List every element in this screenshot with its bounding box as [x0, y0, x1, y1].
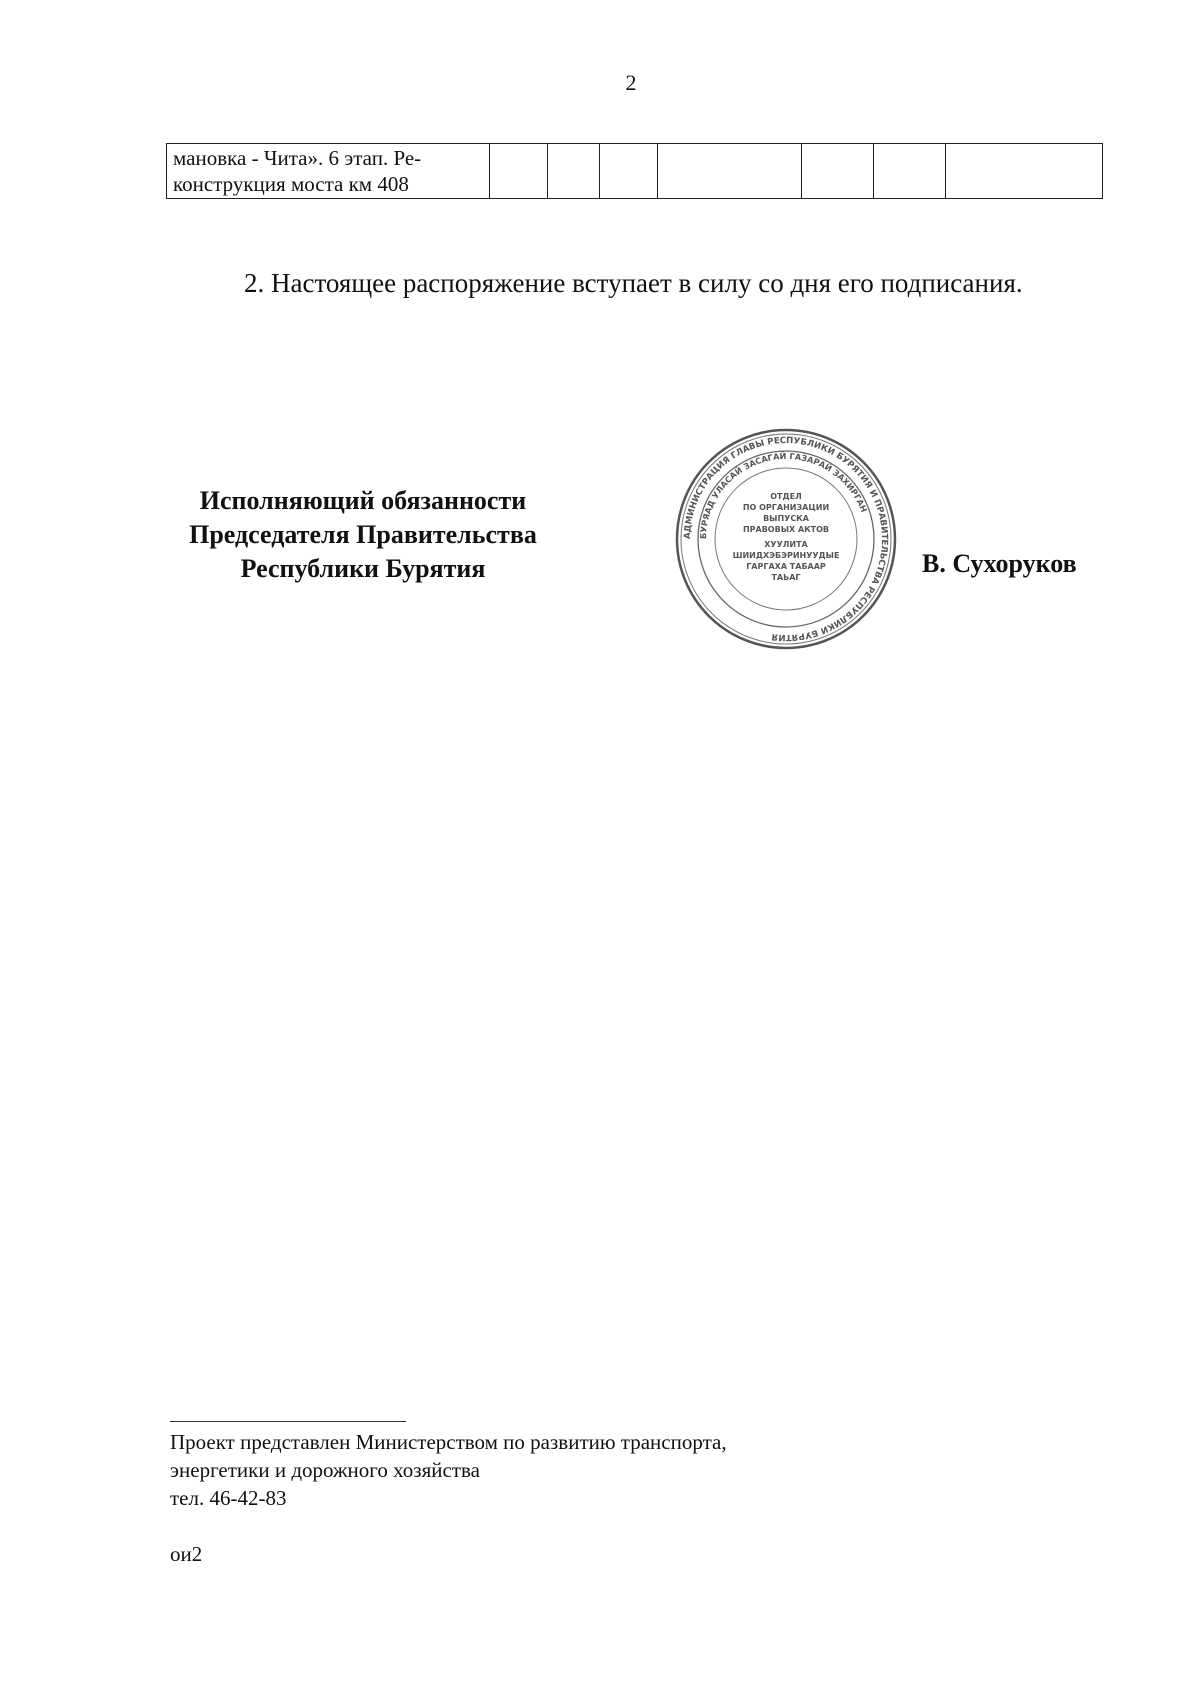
table-cell-empty [658, 144, 802, 199]
table-cell-line: мановка - Чита». 6 этап. Ре- [173, 146, 422, 170]
table-row [167, 144, 1103, 199]
page-number: 2 [625, 70, 637, 95]
signer-name: В. Сухоруков [922, 549, 1077, 578]
official-seal-stamp [674, 427, 898, 651]
table-cell-empty [946, 144, 1103, 199]
seal-center-line: ОТДЕЛ [770, 492, 802, 501]
seal-center-line: ПО ОРГАНИЗАЦИИ [742, 503, 830, 512]
table-cell-empty [548, 144, 600, 199]
svg-text:АДМИНИСТРАЦИЯ ГЛАВЫ РЕСПУБЛИКИ [683, 436, 889, 642]
footnote [170, 1428, 727, 1512]
table-cell-empty [600, 144, 658, 199]
seal-outer-ring-text: АДМИНИСТРАЦИЯ ГЛАВЫ РЕСПУБЛИКИ БУРЯТИЯ И ПРАВИТЕЛЬСТВА РЕСПУБЛИКИ БУРЯТИЯ [682, 435, 890, 643]
seal-center-line: ПРАВОВЫХ АКТОВ [742, 525, 830, 534]
signatory-line: Исполняющий обязанности [199, 486, 527, 515]
seal-center-line: ШИИДХЭБЭРИНУУДЫЕ [732, 551, 840, 560]
table-cell-empty [802, 144, 874, 199]
table-cell-empty [490, 144, 548, 199]
document-code: ои2 [170, 1542, 203, 1566]
table-cell-line: конструкция моста км 408 [173, 172, 409, 196]
table-cell-description [167, 144, 490, 199]
footnote-line: энергетики и дорожного хозяйства [170, 1458, 480, 1482]
seal-center-line: ХУУЛИТА [764, 540, 808, 549]
footnote-divider [170, 1421, 406, 1422]
continued-table [166, 143, 1103, 199]
table-cell-empty [874, 144, 946, 199]
signatory-line: Председателя Правительства [189, 520, 537, 549]
seal-center-line: ВЫПУСКА [763, 514, 809, 523]
seal-center-line: ТАЬАГ [771, 573, 801, 582]
seal-center-line: ГАРГАХА ТАБААР [746, 562, 826, 571]
seal-inner-ring-text: БУРЯАД УЛАСАЙ ЗАСАГАЙ ГАЗАРАЙ ЗАХИРГАН [697, 450, 870, 540]
signatory-title [170, 484, 556, 586]
signatory-line: Республики Бурятия [240, 554, 486, 583]
footnote-line: тел. 46-42-83 [170, 1486, 287, 1510]
footnote-line: Проект представлен Министерством по развитию транспорта, [170, 1430, 727, 1454]
clause-2-text: 2. Настоящее распоряжение вступает в силу со дня его подписания. [244, 268, 1023, 298]
